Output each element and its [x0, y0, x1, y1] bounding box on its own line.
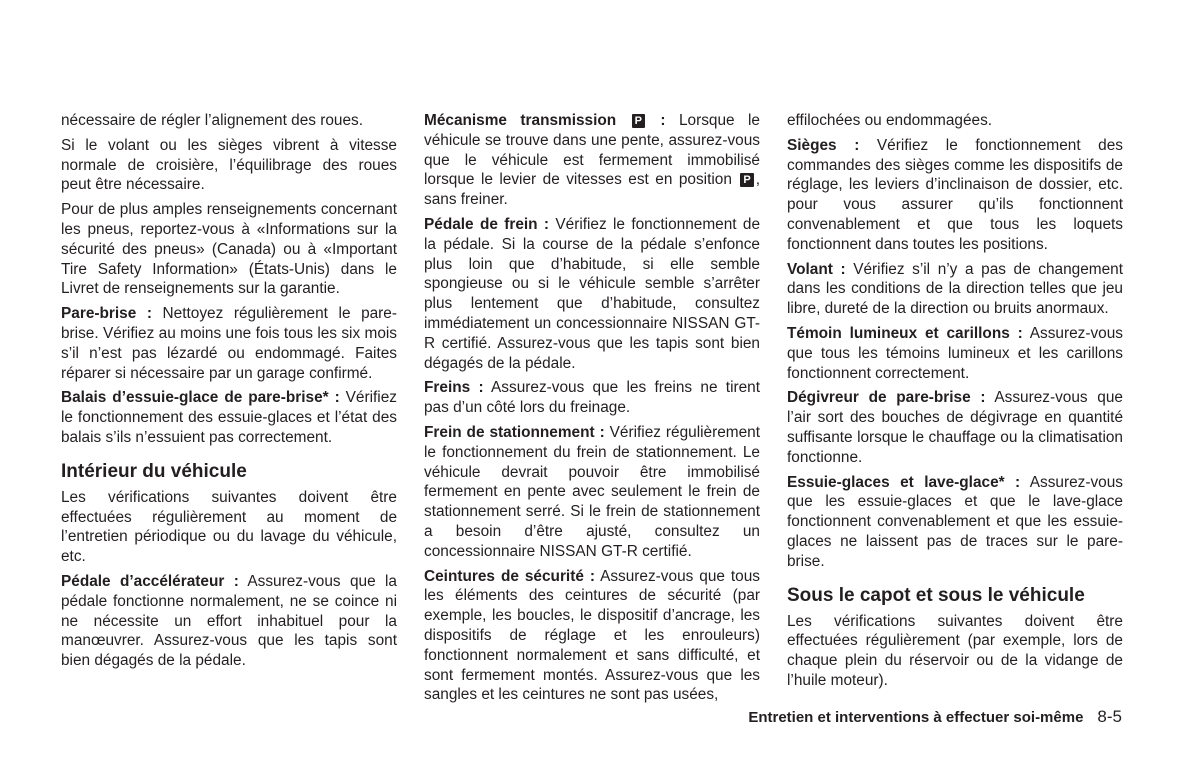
text-warning-lights: Assurez-vous que tous les témoins lumineux et les carillons fonctionnent correctement.	[787, 324, 1123, 382]
park-symbol-icon: P	[740, 173, 753, 187]
paragraph-parking-brake	[424, 423, 760, 562]
paragraph-accelerator	[61, 572, 397, 671]
column-3	[787, 111, 1123, 696]
park-symbol-icon: P	[632, 114, 645, 128]
text-windshield: Nettoyez régulièrement le pare-brise. Vérifiez au moins une fois tous les six mois s’il n’est pas lézardé ou endommagé. Faites réparer si nécessaire par un garage confirmé.	[61, 305, 397, 382]
paragraph-transmission	[424, 111, 760, 210]
text-seats: Vérifiez le fonctionnement des commandes des sièges comme les dispositifs de réglage, les leviers d’inclinaison de dossier, etc. pour vous assurer qu’ils fonctionnent convenablement et que tous les loquets fonctionnent dans toutes les positions.	[787, 136, 1123, 253]
text-seat-belts: Assurez-vous que tous les éléments des ceintures de sécurité (par exemple, les boucles, le dispositif d’ancrage, les dispositifs de réglage et les enrouleurs) fonctionnent normalement et sans difficulté, et sont fermement montés. Assurez-vous que les sangles et les ceintures ne sont pas usées,	[424, 567, 761, 704]
label-transmission-colon: :	[646, 112, 666, 129]
paragraph-brake-pedal	[424, 215, 760, 373]
paragraph-seat-belts	[424, 567, 760, 706]
paragraph-steering	[787, 260, 1123, 319]
label-brakes: Freins :	[424, 379, 484, 397]
paragraph-under-hood-intro: Les vérifications suivantes doivent être effectuées régulièrement (par exemple, lors de chaque plein du réservoir ou de la vidange de l’huile moteur).	[787, 612, 1123, 689]
column-2	[424, 111, 760, 710]
section-heading-under-hood: Sous le capot et sous le véhicule	[787, 584, 1085, 606]
paragraph-interior-intro: Les vérifications suivantes doivent être effectuées régulièrement au moment de l’entretien périodique ou du lavage du véhicule, etc.	[61, 488, 397, 566]
text-wiper-blades: Vérifiez le fonctionnement des essuie-glaces et l’état des balais s’ils n’essuient pas correctement.	[61, 389, 397, 446]
paragraph-tire-info: Pour de plus amples renseignements concernant les pneus, reportez-vous à «Informations sur la sécurité des pneus» (Canada) ou à «Important Tire Safety Information» (États-Unis) dans le Livret de renseignements sur la garantie.	[61, 201, 397, 298]
text-parking-brake: Vérifiez régulièrement le fonctionnement du frein de stationnement. Le véhicule devrait pouvoir être immobilisé fermement en pente avec seulement le frein de stationnement serré. Si le frein de stationnement a besoin d’être ajusté, consultez un concessionnaire NISSAN GT-R certifié.	[424, 423, 760, 560]
label-washers: Essuie-glaces et lave-glace* :	[787, 473, 1021, 491]
label-seat-belts: Ceintures de sécurité :	[424, 567, 595, 585]
label-transmission: Mécanisme transmission	[424, 112, 617, 129]
text-accelerator: Assurez-vous que la pédale fonctionne normalement, ne se coince ni ne nécessite un effort inhabituel pour la manœuvrer. Assurez-vous que les tapis sont bien dégagés de la pédale.	[61, 572, 397, 670]
paragraph-warning-lights	[787, 324, 1123, 383]
text-brakes: Assurez-vous que les freins ne tirent pas d’un côté lors du freinage.	[424, 379, 761, 417]
paragraph-wiper-blades	[61, 388, 397, 447]
column-1	[61, 111, 397, 676]
text-brake-pedal: Vérifiez le fonctionnement de la pédale. Si la course de la pédale s’enfonce plus loin que d’habitude, si elle semble spongieuse ou si le véhicule semble s’arrêter plus lentement que d’habitude, consultez immédiatement un concessionnaire NISSAN GT-R certifié. Assurez-vous que les tapis sont bien dégagés de la pédale.	[424, 215, 761, 372]
label-brake-pedal: Pédale de frein :	[424, 215, 550, 233]
label-warning-lights: Témoin lumineux et carillons :	[787, 324, 1023, 342]
page-number: 8-5	[1097, 707, 1122, 726]
footer-section-title: Entretien et interventions à effectuer soi-même	[748, 709, 1084, 726]
page-footer	[748, 707, 1122, 727]
label-defroster: Dégivreur de pare-brise :	[787, 389, 986, 407]
paragraph-windshield	[61, 304, 397, 383]
label-parking-brake: Frein de stationnement :	[424, 423, 605, 441]
label-wiper-blades: Balais d’essuie-glace de pare-brise* :	[61, 389, 340, 407]
text-steering: Vérifiez s’il n’y a pas de changement dans les conditions de la direction telles que jeu libre, dureté de la direction ou bruits anormaux.	[787, 260, 1123, 318]
label-seats: Sièges :	[787, 136, 860, 154]
paragraph-belts-continued: effilochées ou endommagées.	[787, 112, 993, 129]
paragraph-wheel-alignment: nécessaire de régler l’alignement des roues.	[61, 112, 363, 129]
paragraph-brakes	[424, 378, 760, 418]
paragraph-defroster	[787, 388, 1123, 467]
label-windshield: Pare-brise :	[61, 305, 152, 323]
text-defroster: Assurez-vous que l’air sort des bouches de dégivrage en quantité suffisante lorsque le chauffage ou la climatisation fonctionne.	[787, 389, 1123, 466]
label-steering: Volant :	[787, 260, 846, 278]
label-accelerator: Pédale d’accélérateur :	[61, 572, 239, 590]
text-transmission-a: Lorsque le véhicule se trouve dans une pente, assurez-vous que le véhicule est fermement immobilisé lorsque le levier de vitesses est en position	[424, 112, 760, 189]
paragraph-seats	[787, 136, 1123, 255]
paragraph-washers	[787, 473, 1123, 572]
paragraph-wheel-balance: Si le volant ou les sièges vibrent à vitesse normale de croisière, l’équilibrage des roues peut être nécessaire.	[61, 136, 397, 194]
text-washers: Assurez-vous que les essuie-glaces et que le lave-glace fonctionnent convenablement et que les essuie-glaces ne laissent pas de traces sur le pare-brise.	[787, 473, 1123, 570]
text-transmission-b: , sans freiner.	[424, 171, 760, 209]
section-heading-interior: Intérieur du véhicule	[61, 460, 247, 482]
